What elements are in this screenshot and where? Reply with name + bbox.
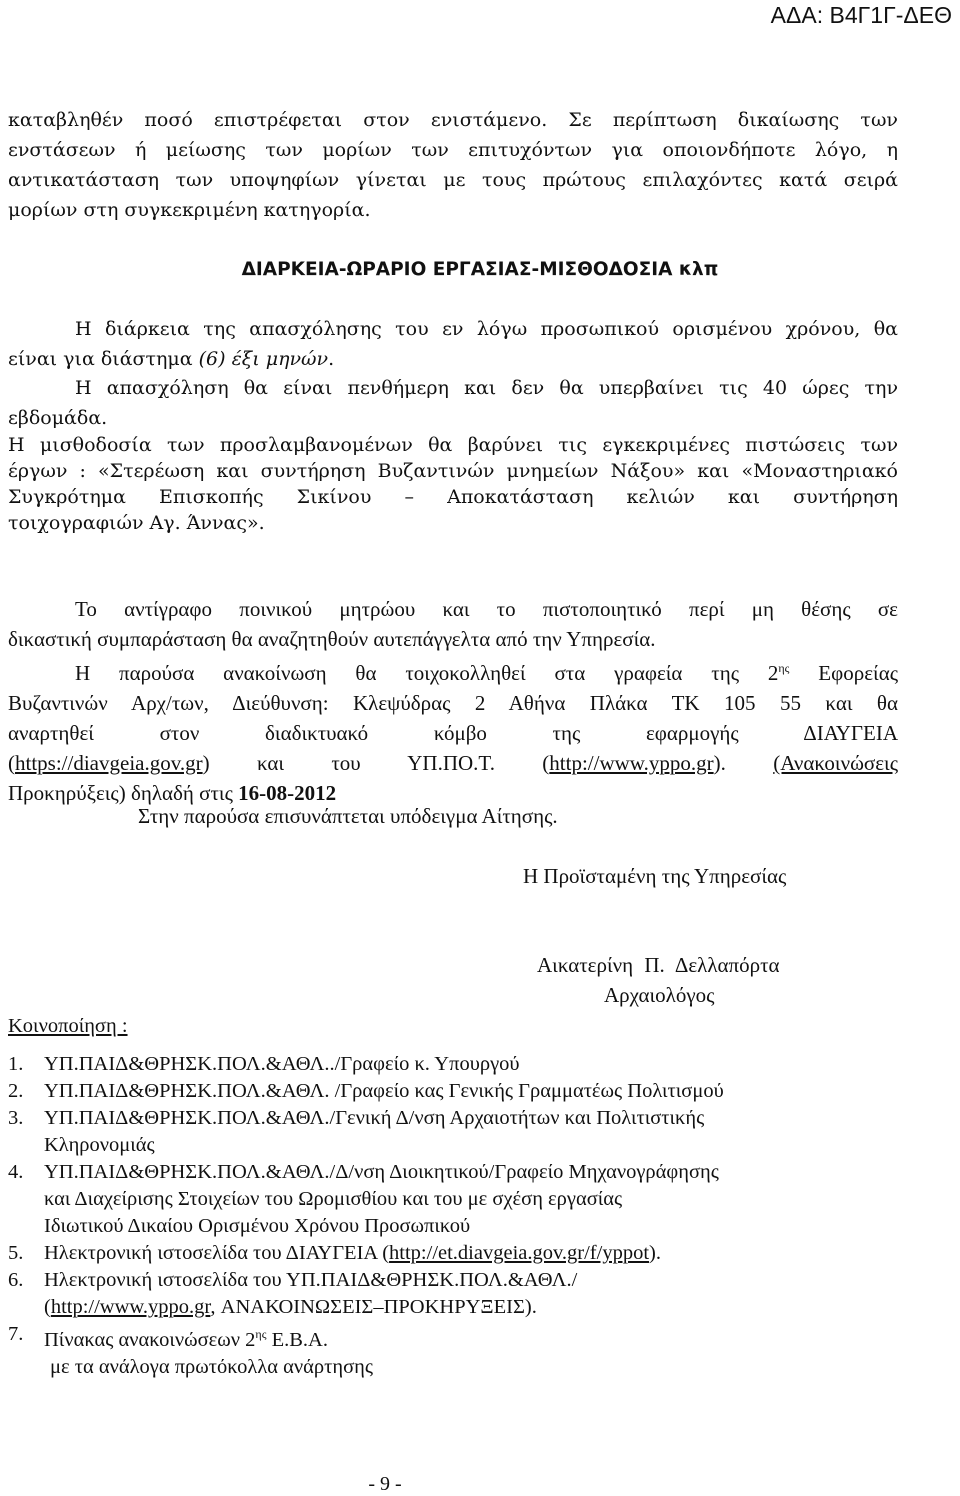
list-text: ΥΠ.ΠΑΙΔ&ΘΡΗΣΚ.ΠΟΛ.&ΑΘΛ../Γραφείο κ. Υπουργού <box>44 1053 520 1075</box>
duration-line <box>8 344 898 374</box>
yppo-link[interactable]: http://www.yppo.gr <box>50 1296 211 1318</box>
list-item <box>8 1240 908 1267</box>
pay-line: τοιχογραφιών Αγ. Άννας». <box>8 512 265 534</box>
list-text: Κληρονομιάς <box>44 1134 155 1156</box>
posting-paragraph <box>8 653 898 808</box>
duration-line: Η διάρκεια της απασχόλησης του εν λόγω προσωπικού ορισμένου χρόνου, θα <box>75 318 898 340</box>
posting-text: ). <box>713 751 726 775</box>
diavgeia-link[interactable]: https://diavgeia.gov.gr <box>15 751 203 775</box>
list-text: ΥΠ.ΠΑΙΔ&ΘΡΗΣΚ.ΠΟΛ.&ΑΘΛ./Δ/νση Διοικητικού/Γραφείο Μηχανογράφησης <box>44 1161 719 1183</box>
posting-date: 16-08-2012 <box>238 781 337 805</box>
signature-title: Αρχαιολόγος <box>604 983 715 1007</box>
section-heading: ΔΙΑΡΚΕΙΑ-ΩΡΑΡΙΟ ΕΡΓΑΣΙΑΣ-ΜΙΣΘΟΔΟΣΙΑ κλπ <box>241 259 719 280</box>
page-number: - 9 - <box>368 1473 402 1495</box>
list-text: Ηλεκτρονική ιστοσελίδα του ΥΠ.ΠΑΙΔ&ΘΡΗΣΚ.ΠΟΛ.&ΑΘΛ./ <box>44 1269 578 1291</box>
list-text: Ηλεκτρονική ιστοσελίδα του ΔΙΑΥΓΕΙΑ ( <box>44 1242 390 1264</box>
list-item <box>8 1321 908 1381</box>
intro-line: ενστάσεων ή μείωσης των μορίων των επιτυχόντων για οποιονδήποτε λόγο, η <box>8 139 898 161</box>
list-text: , ΑΝΑΚΟΙΝΩΣΕΙΣ–ΠΡΟΚΗΡΥΞΕΙΣ). <box>210 1296 537 1318</box>
list-number: 4. <box>8 1161 24 1183</box>
posting-line <box>8 748 898 778</box>
list-text <box>44 1294 908 1321</box>
list-number: 5. <box>8 1242 24 1264</box>
pay-paragraph <box>8 432 898 536</box>
announcements-link[interactable]: (Ανακοινώσεις <box>773 751 899 775</box>
record-paragraph <box>8 594 898 654</box>
record-line: δικαστική συμπαράσταση θα αναζητηθούν αυτεπάγγελτα από την Υπηρεσία. <box>8 627 656 651</box>
distribution-heading: Κοινοποίηση : <box>8 1015 128 1037</box>
et-diavgeia-link[interactable]: http://et.diavgeia.gov.gr/f/yppot <box>389 1242 650 1264</box>
duration-text: . <box>328 348 335 370</box>
posting-line: Βυζαντινών Αρχ/των, Διεύθυνση: Κλεψύδρας 2 Αθήνα Πλάκα ΤΚ 105 55 και θα <box>8 691 898 715</box>
record-line: Το αντίγραφο ποινικού μητρώου και το πιστοποιητικό περί μη θέσης σε <box>75 597 898 621</box>
attachment-note: Στην παρούσα επισυνάπτεται υπόδειγμα Αίτησης. <box>138 804 558 828</box>
list-text: με τα ανάλογα πρωτόκολλα ανάρτησης <box>50 1355 373 1378</box>
posting-text: Προκηρύξεις) δηλαδή στις <box>8 781 239 805</box>
hours-line: Η απασχόληση θα είναι πενθήμερη και δεν θα υπερβαίνει τις 40 ώρες την <box>75 377 898 399</box>
intro-line: καταβληθέν ποσό επιστρέφεται στον ενιστάμενο. Σε περίπτωση δικαίωσης των <box>8 109 898 131</box>
list-text: ( <box>44 1296 51 1318</box>
list-item <box>8 1267 908 1321</box>
list-text: Πίνακας ανακοινώσεων 2 <box>44 1328 256 1351</box>
list-number: 3. <box>8 1107 24 1129</box>
list-text: Ε.Β.Α. <box>266 1328 328 1351</box>
list-text: και Διαχείρισης Στοιχείων του Ωρομισθίου και του με σχέση εργασίας <box>44 1188 623 1210</box>
duration-text: είναι για διάστημα <box>8 348 199 370</box>
list-number: 6. <box>8 1269 24 1291</box>
list-text: ΥΠ.ΠΑΙΔ&ΘΡΗΣΚ.ΠΟΛ.&ΑΘΛ. /Γραφείο κας Γενικής Γραμματέως Πολιτισμού <box>44 1080 724 1102</box>
list-item <box>8 1159 908 1240</box>
hours-line: εβδομάδα. <box>8 407 108 429</box>
signature-role: Η Προϊσταμένη της Υπηρεσίας <box>523 864 787 888</box>
intro-paragraph <box>8 105 898 225</box>
posting-line <box>8 653 898 688</box>
list-number: 7. <box>8 1323 24 1345</box>
hours-paragraph <box>8 373 898 433</box>
list-text: ). <box>649 1242 661 1264</box>
duration-paragraph <box>8 314 898 374</box>
posting-text: ( <box>8 751 15 775</box>
pay-line: Η μισθοδοσία των προσλαμβανομένων θα βαρύνει τις εγκεκριμένες πιστώσεις των <box>8 434 898 456</box>
intro-line: αντικατάσταση των υποψηφίων γίνεται με τους πρώτους επιλαχόντες κατά σειρά <box>8 169 898 191</box>
posting-line: αναρτηθεί στον διαδικτυακό κόμβο της εφαρμογής ΔΙΑΥΓΕΙΑ <box>8 721 898 745</box>
ada-code: ΑΔΑ: Β4Γ1Γ-ΔΕΘ <box>770 2 952 28</box>
posting-text: ) και του ΥΠ.ΠΟ.Τ. ( <box>202 751 550 775</box>
posting-text: Η παρούσα ανακοίνωση θα τοιχοκολληθεί στα γραφεία της 2 <box>75 661 779 685</box>
intro-line: μορίων στη συγκεκριμένη κατηγορία. <box>8 199 371 221</box>
list-text: Ιδιωτικού Δικαίου Ορισμένου Χρόνου Προσωπικού <box>44 1215 471 1237</box>
superscript: ης <box>778 661 790 675</box>
list-text: ΥΠ.ΠΑΙΔ&ΘΡΗΣΚ.ΠΟΛ.&ΑΘΛ./Γενική Δ/νση Αρχαιοτήτων και Πολιτιστικής <box>44 1107 705 1129</box>
distribution-list <box>8 1051 908 1381</box>
posting-text: Εφορείας <box>789 661 899 685</box>
signature-name: Αικατερίνη Π. Δελλαπόρτα <box>537 953 780 977</box>
list-item <box>8 1078 908 1105</box>
superscript: ης <box>255 1327 267 1341</box>
yppo-link[interactable]: http://www.yppo.gr <box>549 751 714 775</box>
duration-months: (6) έξι μηνών <box>198 348 329 370</box>
pay-line: έργων : «Στερέωση και συντήρηση Βυζαντινών μνημείων Νάξου» και «Μοναστηριακό <box>8 460 898 482</box>
list-item <box>8 1105 908 1159</box>
list-number: 1. <box>8 1053 24 1075</box>
list-number: 2. <box>8 1080 24 1102</box>
list-text <box>44 1321 908 1354</box>
list-item <box>8 1051 908 1078</box>
pay-line: Συγκρότημα Επισκοπής Σικίνου – Αποκατάσταση κελιών και συντήρηση <box>8 486 898 508</box>
